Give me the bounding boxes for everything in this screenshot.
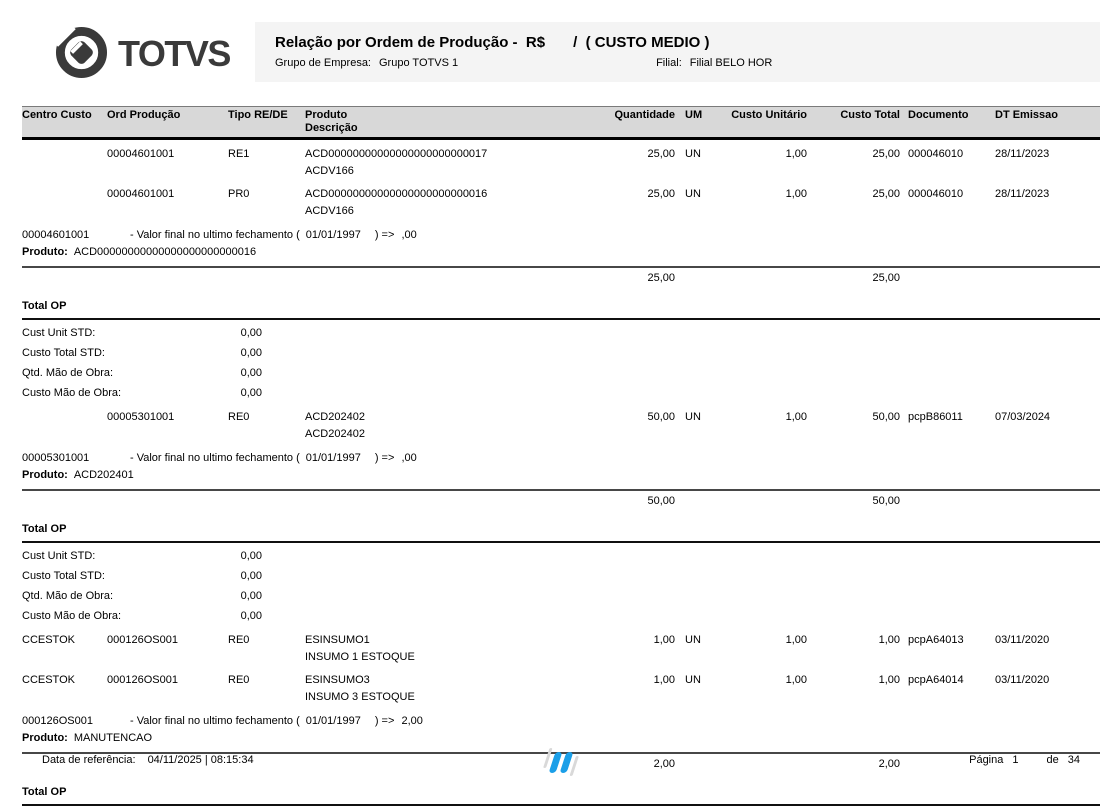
col-header-dt-emissao: DT Emissao xyxy=(995,109,1058,121)
fechamento-date: 01/01/1997 xyxy=(305,452,361,464)
produto-codigo: ACD00000000000000000000000016 xyxy=(305,188,488,200)
col-header-produto: Produto xyxy=(305,109,348,121)
fechamento-value: ,00 xyxy=(401,452,417,464)
cell-tipo: PR0 xyxy=(228,188,250,200)
table-row xyxy=(22,626,1100,666)
total-op-item-value: 0,00 xyxy=(240,590,262,602)
op-group xyxy=(22,403,1100,626)
cell-ord-producao: 00004601001 xyxy=(107,188,175,200)
produto-summary-label: Produto: xyxy=(22,732,68,744)
produto-summary-label: Produto: xyxy=(22,246,68,258)
fechamento-op: 00005301001 xyxy=(22,452,90,464)
col-header-um: UM xyxy=(685,109,703,121)
total-op-item-label: Cust Unit STD: xyxy=(22,327,96,339)
produto-summary-label: Produto: xyxy=(22,469,68,481)
subtotal-custo-total: 25,00 xyxy=(872,272,900,284)
total-op-item xyxy=(22,343,1100,363)
cell-documento: pcpA64014 xyxy=(908,674,964,686)
cell-ord-producao: 00005301001 xyxy=(107,411,175,423)
cell-quantidade: 25,00 xyxy=(647,188,675,200)
cell-dt-emissao: 28/11/2023 xyxy=(995,148,1050,160)
fechamento-date: 01/01/1997 xyxy=(305,715,361,727)
total-op-heading: Total OP xyxy=(22,523,67,535)
branch-wrap xyxy=(656,57,772,69)
produto-summary-value: ACD00000000000000000000000016 xyxy=(73,246,257,258)
cell-um: UN xyxy=(685,674,701,686)
cell-tipo: RE0 xyxy=(228,634,250,646)
col-header-produto-descricao xyxy=(305,109,605,134)
total-op-item-value: 0,00 xyxy=(240,570,262,582)
total-op-item xyxy=(22,586,1100,606)
produto-summary-line xyxy=(22,732,1100,749)
valor-final-fechamento-line xyxy=(22,715,1100,732)
totvs-logo-icon xyxy=(55,26,108,82)
cell-custo-total: 1,00 xyxy=(878,674,900,686)
col-header-descricao: Descrição xyxy=(305,121,358,134)
total-op-item-label: Qtd. Mão de Obra: xyxy=(22,590,114,602)
cell-documento: 000046010 xyxy=(908,188,964,200)
fechamento-arrow: ) => xyxy=(374,229,398,241)
cell-documento: 000046010 xyxy=(908,148,964,160)
cell-custo-unitario: 1,00 xyxy=(785,411,807,423)
cell-custo-unitario: 1,00 xyxy=(785,188,807,200)
report-header xyxy=(0,0,1116,82)
cell-produto xyxy=(305,409,605,443)
cell-custo-unitario: 1,00 xyxy=(785,634,807,646)
cell-tipo: RE0 xyxy=(228,674,250,686)
produto-codigo: ESINSUMO1 xyxy=(305,634,370,646)
fechamento-date: 01/01/1997 xyxy=(305,229,361,241)
total-op-divider xyxy=(22,318,1100,320)
produto-descricao: INSUMO 3 ESTOQUE xyxy=(305,691,415,703)
cell-tipo: RE1 xyxy=(228,148,250,160)
cell-centro-custo: CCESTOK xyxy=(22,634,75,646)
fechamento-value: 2,00 xyxy=(401,715,423,727)
total-op-item-label: Custo Total STD: xyxy=(22,347,105,359)
total-op-item-label: Qtd. Mão de Obra: xyxy=(22,367,114,379)
branch-label: Filial: xyxy=(656,57,682,69)
produto-summary-line xyxy=(22,469,1100,486)
total-op-item-label: Custo Total STD: xyxy=(22,570,105,582)
cell-quantidade: 25,00 xyxy=(647,148,675,160)
produto-descricao: ACD202402 xyxy=(305,428,365,440)
fechamento-label: - Valor final no ultimo fechamento ( xyxy=(130,229,300,241)
cell-custo-total: 25,00 xyxy=(872,188,900,200)
produto-codigo: ACD202402 xyxy=(305,411,365,423)
subtotal-custo-total: 2,00 xyxy=(878,758,900,770)
op-group xyxy=(22,140,1100,403)
subtotal-custo-total: 50,00 xyxy=(872,495,900,507)
cell-custo-total: 25,00 xyxy=(872,148,900,160)
total-op-item-value: 0,00 xyxy=(240,550,262,562)
cell-um: UN xyxy=(685,634,701,646)
total-op-item xyxy=(22,566,1100,586)
cell-documento: pcpA64013 xyxy=(908,634,964,646)
page-indicator xyxy=(969,754,1080,766)
valor-final-fechamento-line xyxy=(22,229,1100,246)
totvs-mark-icon xyxy=(545,749,577,775)
col-header-tipo: Tipo RE/DE xyxy=(228,109,288,121)
col-header-centro-custo: Centro Custo xyxy=(22,109,92,121)
col-header-documento: Documento xyxy=(908,109,969,121)
subtotal-quantidade: 50,00 xyxy=(647,495,675,507)
page-total: 34 xyxy=(1067,754,1080,766)
totvs-logo xyxy=(55,22,255,82)
totvs-wordmark: TOTVS xyxy=(118,33,230,74)
cell-ord-producao: 000126OS001 xyxy=(107,674,178,686)
subtotal-quantidade: 2,00 xyxy=(653,758,675,770)
cell-produto xyxy=(305,146,605,180)
fechamento-arrow: ) => xyxy=(374,715,398,727)
cell-um: UN xyxy=(685,188,701,200)
total-op-item xyxy=(22,383,1100,403)
col-header-custo-total: Custo Total xyxy=(840,109,900,121)
report-subheader xyxy=(275,57,1100,69)
total-op-details xyxy=(22,323,1100,403)
produto-codigo: ACD00000000000000000000000017 xyxy=(305,148,488,160)
subtotal-row xyxy=(22,491,1100,510)
fechamento-label: - Valor final no ultimo fechamento ( xyxy=(130,452,300,464)
total-op-item-label: Custo Mão de Obra: xyxy=(22,387,122,399)
cell-produto xyxy=(305,672,605,706)
cell-custo-total: 1,00 xyxy=(878,634,900,646)
total-op-item-value: 0,00 xyxy=(240,610,262,622)
cell-um: UN xyxy=(685,411,701,423)
cell-custo-unitario: 1,00 xyxy=(785,674,807,686)
cell-quantidade: 1,00 xyxy=(653,634,675,646)
produto-codigo: ESINSUMO3 xyxy=(305,674,370,686)
cell-ord-producao: 000126OS001 xyxy=(107,634,178,646)
total-op-item-label: Cust Unit STD: xyxy=(22,550,96,562)
table-row xyxy=(22,140,1100,180)
cell-custo-unitario: 1,00 xyxy=(785,148,807,160)
total-op-item-value: 0,00 xyxy=(240,327,262,339)
page-of-label: de xyxy=(1046,754,1059,766)
page-label: Página xyxy=(969,754,1004,766)
table-row xyxy=(22,403,1100,443)
company-label: Grupo de Empresa: xyxy=(275,57,371,69)
fechamento-op: 000126OS001 xyxy=(22,715,93,727)
valor-final-fechamento-line xyxy=(22,452,1100,469)
subtotal-quantidade: 25,00 xyxy=(647,272,675,284)
cell-centro-custo xyxy=(22,409,107,443)
produto-summary-value: MANUTENCAO xyxy=(73,732,153,744)
fechamento-op: 00004601001 xyxy=(22,229,90,241)
total-op-details xyxy=(22,546,1100,626)
title-band xyxy=(255,22,1100,82)
cell-documento: pcpB86011 xyxy=(908,411,963,423)
cell-produto xyxy=(305,632,605,666)
fechamento-value: ,00 xyxy=(401,229,417,241)
cell-dt-emissao: 03/11/2020 xyxy=(995,634,1050,646)
total-op-item-value: 0,00 xyxy=(240,347,262,359)
cell-ord-producao: 00004601001 xyxy=(107,148,175,160)
cell-tipo: RE0 xyxy=(228,411,250,423)
produto-summary-value: ACD202401 xyxy=(73,469,134,481)
produto-descricao: ACDV166 xyxy=(305,205,354,217)
produto-descricao: ACDV166 xyxy=(305,165,354,177)
total-op-item xyxy=(22,606,1100,626)
cell-dt-emissao: 03/11/2020 xyxy=(995,674,1050,686)
total-op-heading: Total OP xyxy=(22,300,67,312)
total-op-heading: Total OP xyxy=(22,786,67,798)
table-row xyxy=(22,180,1100,220)
produto-descricao: INSUMO 1 ESTOQUE xyxy=(305,651,415,663)
title-row xyxy=(275,34,1100,51)
page-number: 1 xyxy=(1012,754,1019,766)
report-subtitle-cost-method: / ( CUSTO MEDIO ) xyxy=(573,34,710,51)
op-group xyxy=(22,626,1100,806)
table-header-row xyxy=(22,106,1100,140)
cell-dt-emissao: 07/03/2024 xyxy=(995,411,1051,423)
table-row xyxy=(22,666,1100,706)
col-header-ord-producao: Ord Produção xyxy=(107,109,181,121)
total-op-item-label: Custo Mão de Obra: xyxy=(22,610,122,622)
col-header-custo-unitario: Custo Unitário xyxy=(731,109,807,121)
cell-quantidade: 50,00 xyxy=(647,411,675,423)
reference-date-value: 04/11/2025 | 08:15:34 xyxy=(147,754,254,766)
total-op-item xyxy=(22,546,1100,566)
cell-dt-emissao: 28/11/2023 xyxy=(995,188,1050,200)
col-header-quantidade: Quantidade xyxy=(614,109,675,121)
branch-value: Filial BELO HOR xyxy=(689,57,773,69)
cell-centro-custo xyxy=(22,146,107,180)
subtotal-row xyxy=(22,268,1100,287)
report-table xyxy=(22,106,1100,806)
cell-centro-custo xyxy=(22,186,107,220)
reference-date-label: Data de referência: xyxy=(42,754,136,766)
cell-quantidade: 1,00 xyxy=(653,674,675,686)
cell-um: UN xyxy=(685,148,701,160)
produto-summary-line xyxy=(22,246,1100,263)
cell-centro-custo: CCESTOK xyxy=(22,674,75,686)
reference-date xyxy=(42,754,254,766)
cell-produto xyxy=(305,186,605,220)
fechamento-arrow: ) => xyxy=(374,452,398,464)
report-title: Relação por Ordem de Produção - R$ xyxy=(275,34,546,51)
fechamento-label: - Valor final no ultimo fechamento ( xyxy=(130,715,300,727)
total-op-item-value: 0,00 xyxy=(240,367,262,379)
total-op-item xyxy=(22,323,1100,343)
company-value: Grupo TOTVS 1 xyxy=(379,57,459,69)
total-op-item-value: 0,00 xyxy=(240,387,262,399)
total-op-item xyxy=(22,363,1100,383)
report-footer xyxy=(42,749,1080,775)
cell-custo-total: 50,00 xyxy=(872,411,900,423)
total-op-divider xyxy=(22,541,1100,543)
